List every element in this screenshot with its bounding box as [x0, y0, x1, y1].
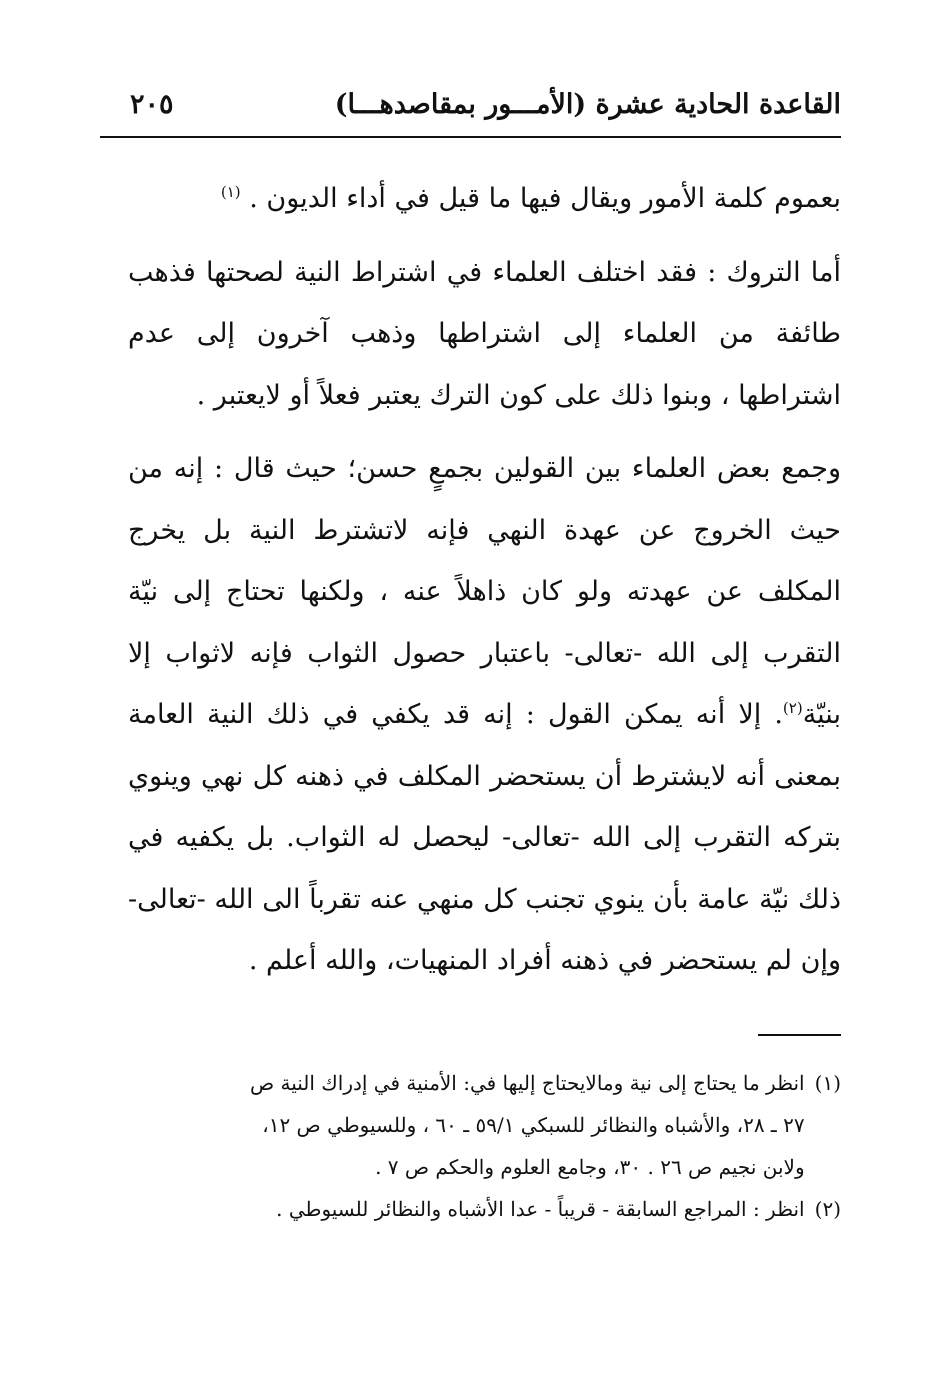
text-line: بعموم كلمة الأمور ويقال فيها ما قيل في أداء الديون . — [249, 183, 841, 214]
footnote-line: انظر ما يحتاج إلى نية ومالايحتاج إليها في: الأمنية في إدراك النية ص — [249, 1071, 805, 1095]
text-line: وجمع بعض العلماء بين القولين بجمعٍ حسن؛ حيث قال : إنه من — [128, 453, 841, 484]
footnote-number: (٢) — [814, 1197, 841, 1221]
paragraph-3 — [128, 438, 841, 992]
text-line: . إلا — [738, 699, 783, 730]
text-line: نيّة عامة بأن ينوي تجنب كل منهي عنه تقرباً الى الله -تعالى- وإن — [128, 883, 841, 976]
running-title: القاعدة الحادية عشرة (الأمـــور بمقاصدهـــا) — [334, 88, 841, 120]
page-header — [130, 80, 841, 128]
footnote-line: انظر : المراجع السابقة - قريباً - عدا الأشباه والنظائر للسيوطي . — [276, 1197, 805, 1221]
text-line: عن عهدته ولو كان ذاهلاً عنه ، ولكنها تحتاج إلى نيّة التقرب إلى — [128, 576, 842, 669]
footnote-rule — [758, 1034, 841, 1036]
header-rule — [100, 136, 841, 138]
text-line: وبنوا ذلك على كون الترك يعتبر فعلاً أو لايعتبر . — [196, 379, 713, 411]
page-number: ٢٠٥ — [130, 88, 174, 120]
text-line: التقرب إلى الله -تعالى- ليحصل له الثواب. بل يكفيه في ذلك — [128, 822, 841, 915]
footnotes — [128, 1062, 841, 1230]
text-line: لم يستحضر في ذهنه أفراد المنهيات، والله أعلم . — [248, 945, 793, 976]
text-line: حيث الخروج عن عهدة النهي فإنه لاتشترط النية بل يخرج المكلف — [128, 514, 841, 607]
text-line: أنه يمكن القول : إنه قد يكفي في ذلك النية العامة بمعنى أنه — [128, 699, 841, 792]
footnote-line: ولابن نجيم ص ٢٦ . ٣٠، وجامع العلوم والحكم ص ٧ . — [375, 1155, 805, 1179]
text-line: أما التروك : فقد اختلف العلماء في اشتراط النية لصحتها فذهب — [128, 256, 841, 288]
text-line: لايشترط أن يستحضر المكلف في ذهنه كل نهي وينوي بتركه — [128, 760, 841, 853]
footnote-ref-2: (٢) — [782, 699, 803, 717]
text-line: طائفة من العلماء إلى اشتراطها وذهب آخرون إلى عدم اشتراطها ، — [128, 318, 841, 411]
footnote-line: ٢٧ ـ ٢٨، والأشباه والنظائر للسبكي ٥٩/١ ـ ٦٠ ، وللسيوطي ص ١٢، — [262, 1113, 805, 1137]
paragraph-2 — [128, 242, 841, 427]
footnote-number: (١) — [814, 1071, 841, 1095]
footnote-text — [128, 1062, 805, 1188]
footnote-text — [128, 1188, 805, 1230]
footnote-2 — [128, 1188, 841, 1230]
paragraph-1 — [128, 168, 841, 230]
text-line: الله -تعالى- باعتبار حصول الثواب فإنه لاثواب إلا بنيّة — [128, 637, 841, 730]
footnote-ref-1: (١) — [220, 183, 241, 201]
footnote-1 — [128, 1062, 841, 1188]
main-text — [128, 168, 841, 992]
